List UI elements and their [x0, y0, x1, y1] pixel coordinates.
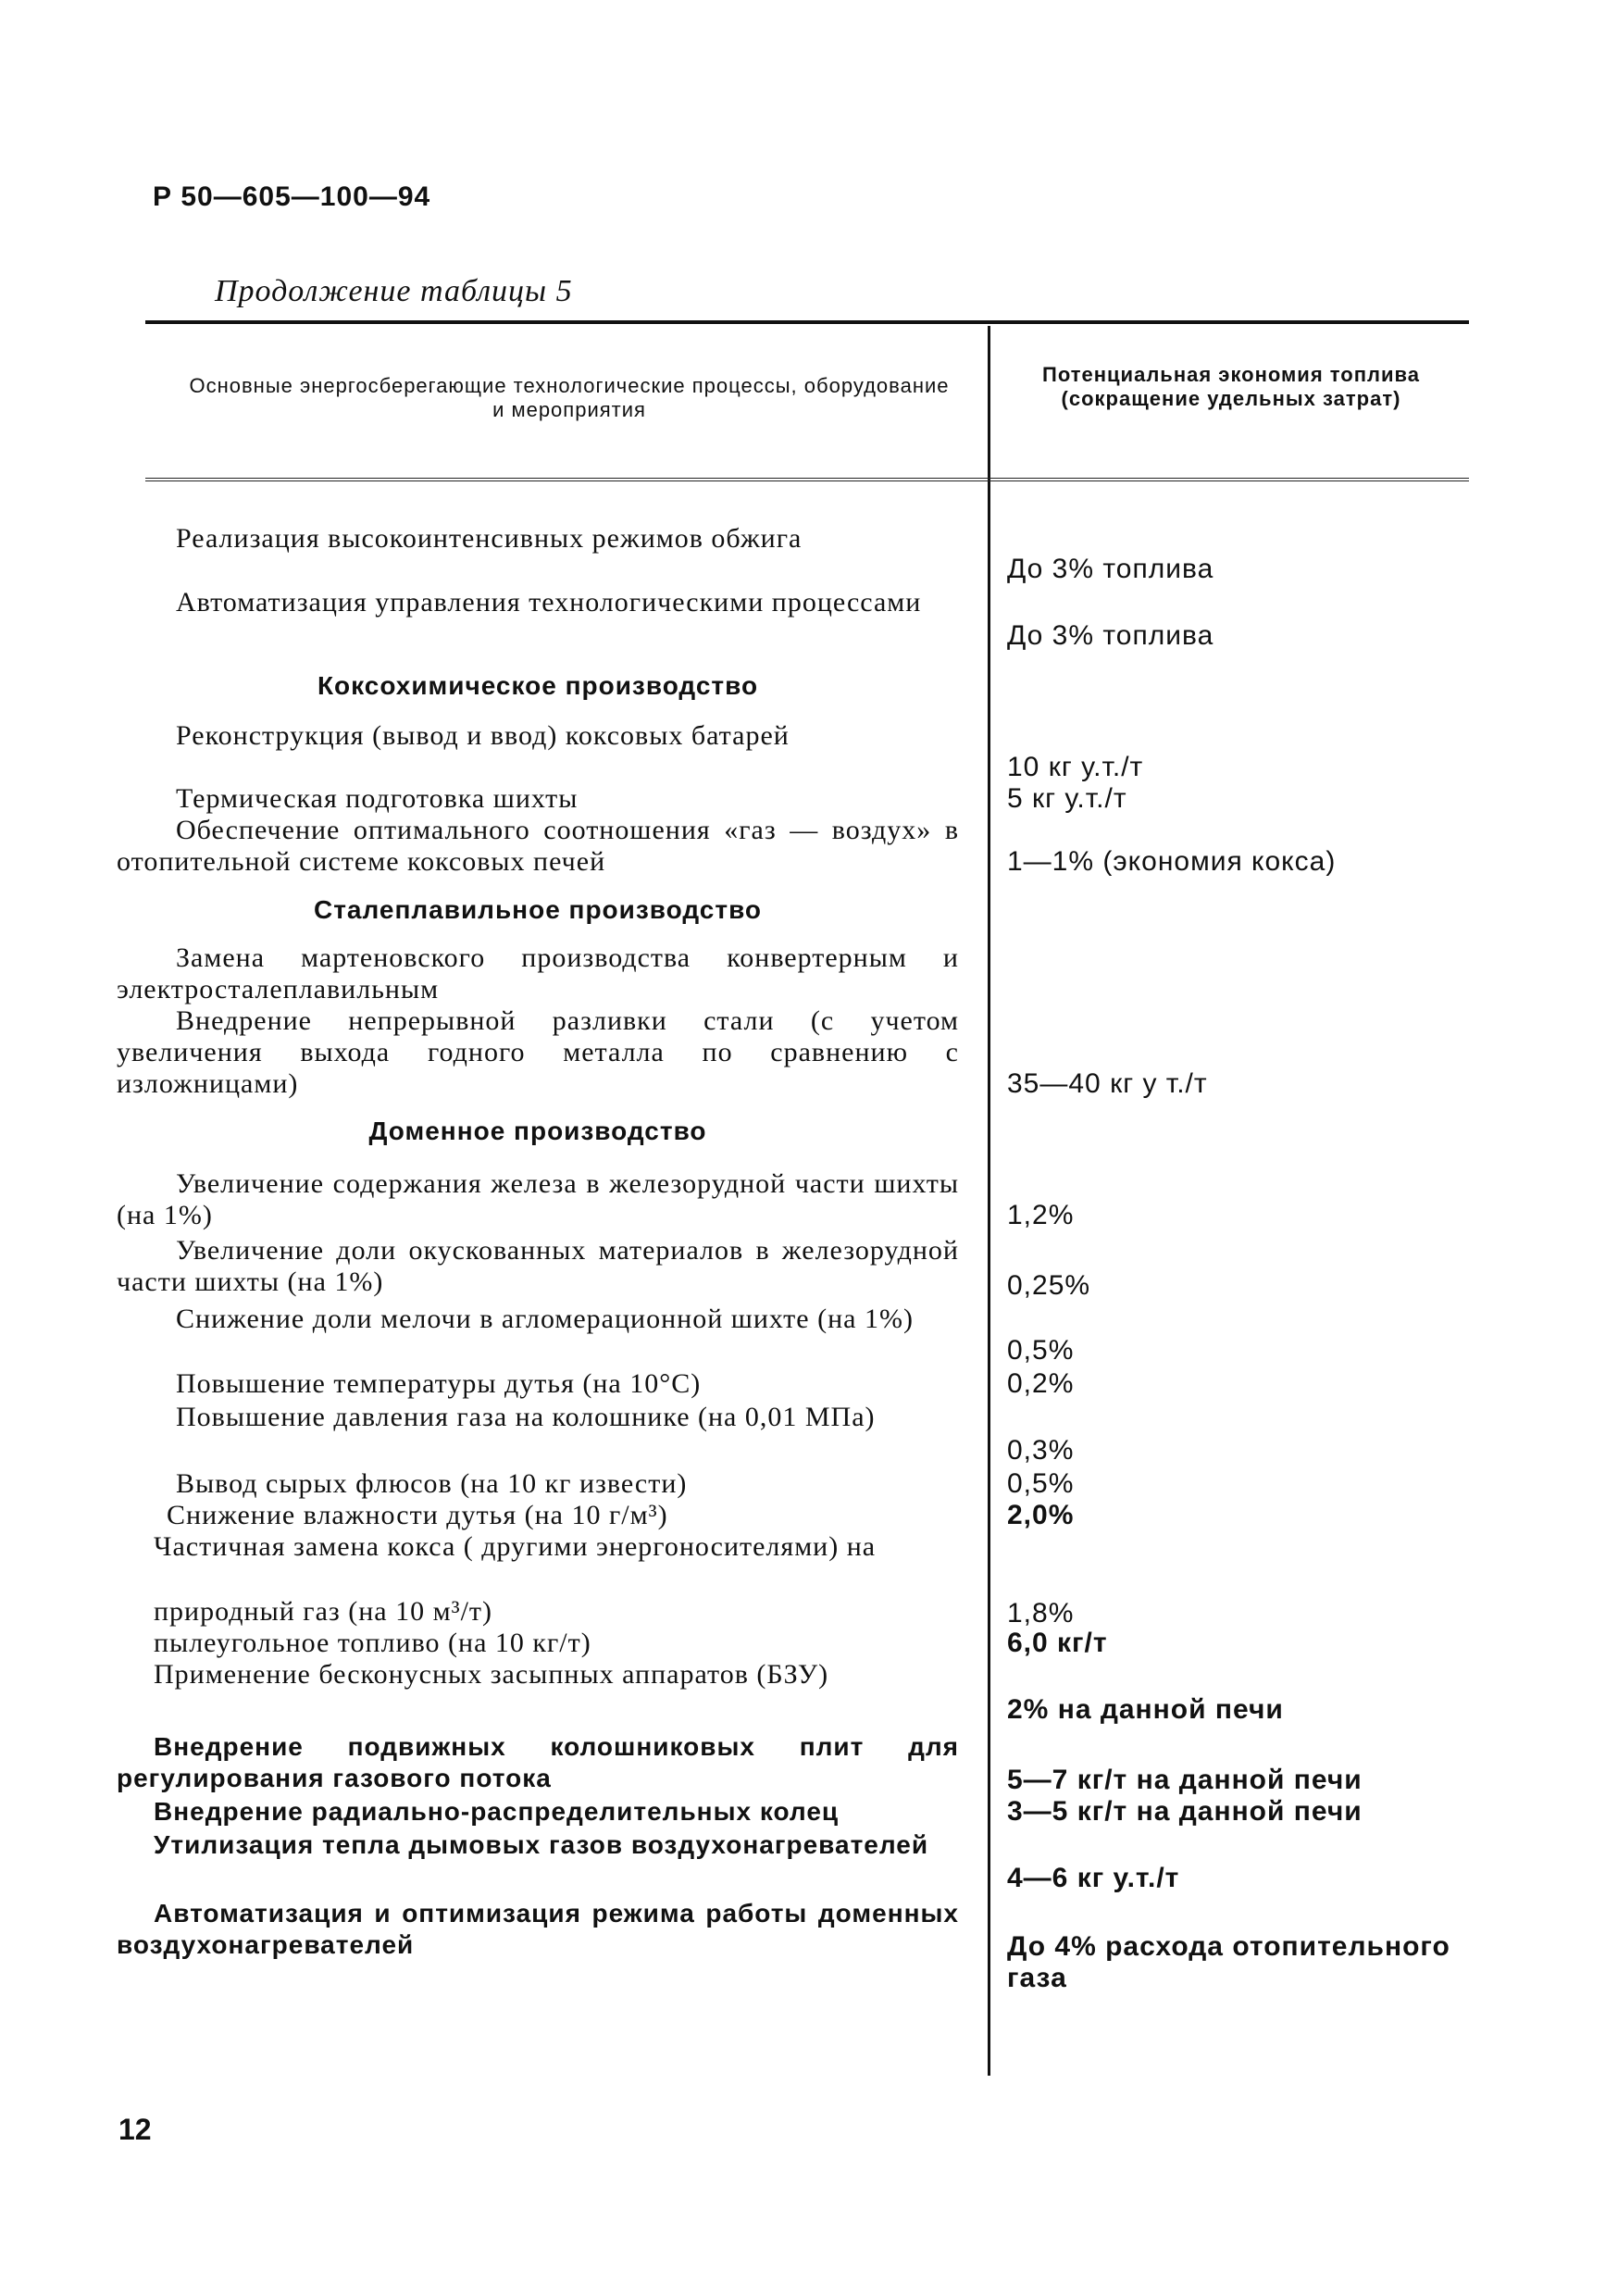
page-number: 12: [118, 2113, 152, 2146]
row-value: До 3% топлива: [1007, 554, 1214, 584]
row-value: 0,3%: [1007, 1435, 1075, 1466]
row-value: 0,2%: [1007, 1368, 1075, 1399]
section-title: Сталеплавильное производство: [313, 895, 763, 924]
row-item: Повышение давления газа на колошнике (на 0,01 МПа): [176, 1402, 876, 1432]
row-value: 1,2%: [1007, 1200, 1075, 1230]
row-value: 0,25%: [1007, 1270, 1091, 1301]
column-header-savings: Потенциальная экономия топлива (сокращение удельных затрат): [1042, 363, 1420, 410]
row-item: Замена мартеновского производства конвертерным и электросталеплавильным: [117, 942, 959, 1004]
row-value: До 3% топлива: [1007, 620, 1214, 651]
row-item: Повышение температуры дутья (на 10°С): [176, 1368, 702, 1399]
row-value: 6,0 кг/т: [1007, 1628, 1108, 1658]
row-item: Термическая подготовка шихты: [176, 783, 579, 814]
row-value: 10 кг у.т./т: [1007, 752, 1144, 782]
row-item: Утилизация тепла дымовых газов воздухонагревателей: [154, 1830, 929, 1859]
row-value: 0,5%: [1007, 1468, 1075, 1499]
row-item: Увеличение содержания железа в железорудной части шихты (на 1%): [117, 1168, 959, 1230]
row-item: Применение бесконусных засыпных аппаратов (БЗУ): [154, 1659, 829, 1690]
row-item: Автоматизация и оптимизация режима работы доменных воздухонагревателей: [117, 1899, 959, 1959]
row-value: До 4% расхода отопительного газа: [1007, 1931, 1450, 1993]
row-item: Внедрение подвижных колошниковых плит для регулирования газового потока: [117, 1732, 959, 1792]
row-value: 35—40 кг у т./т: [1007, 1068, 1208, 1099]
row-item: Увеличение доли окускованных материалов в железорудной части шихты (на 1%): [117, 1235, 959, 1297]
table-column-divider: [988, 326, 990, 2076]
column-header-processes: Основные энергосберегающие технологические процессы, оборудование и мероприятия: [189, 374, 950, 421]
row-item: Внедрение радиально-распределительных колец: [154, 1797, 840, 1826]
section-title: Доменное производство: [368, 1117, 707, 1145]
row-value: 1—1% (экономия кокса): [1007, 846, 1337, 877]
row-item: природный газ (на 10 м³/т): [154, 1596, 493, 1627]
row-value: 5 кг у.т./т: [1007, 783, 1127, 814]
row-item: Реконструкция (вывод и ввод) коксовых батарей: [176, 720, 790, 751]
row-value: 0,5%: [1007, 1335, 1075, 1366]
row-value: 3—5 кг/т на данной печи: [1007, 1796, 1363, 1827]
row-value: 2% на данной печи: [1007, 1694, 1284, 1725]
row-value: 4—6 кг у.т./т: [1007, 1863, 1180, 1893]
table-header-rule: [145, 478, 1469, 481]
row-item: Внедрение непрерывной разливки стали (с учетом увеличения выхода годного металла по сравнению с изложницами): [117, 1005, 959, 1099]
row-item: Вывод сырых флюсов (на 10 кг извести): [176, 1468, 688, 1499]
row-item: Снижение влажности дутья (на 10 г/м³): [167, 1500, 668, 1530]
row-item: Снижение доли мелочи в агломерационной шихте (на 1%): [176, 1304, 914, 1334]
section-title: Коксохимическое производство: [317, 671, 759, 700]
row-value: 1,8%: [1007, 1598, 1075, 1628]
row-item: Реализация высокоинтенсивных режимов обжига: [176, 523, 803, 554]
document-code: Р 50—605—100—94: [153, 181, 431, 212]
row-item: Частичная замена кокса ( другими энергоносителями) на: [154, 1531, 877, 1562]
row-value: 5—7 кг/т на данной печи: [1007, 1765, 1363, 1795]
table-top-rule: [145, 320, 1469, 324]
row-item: пылеугольное топливо (на 10 кг/т): [154, 1628, 591, 1658]
row-item: Обеспечение оптимального соотношения «газ — воздух» в отопительной системе коксовых печей: [117, 815, 959, 877]
table-continuation-title: Продолжение таблицы 5: [215, 274, 573, 308]
row-item: Автоматизация управления технологическими процессами: [176, 587, 922, 618]
row-value: 2,0%: [1007, 1500, 1075, 1530]
